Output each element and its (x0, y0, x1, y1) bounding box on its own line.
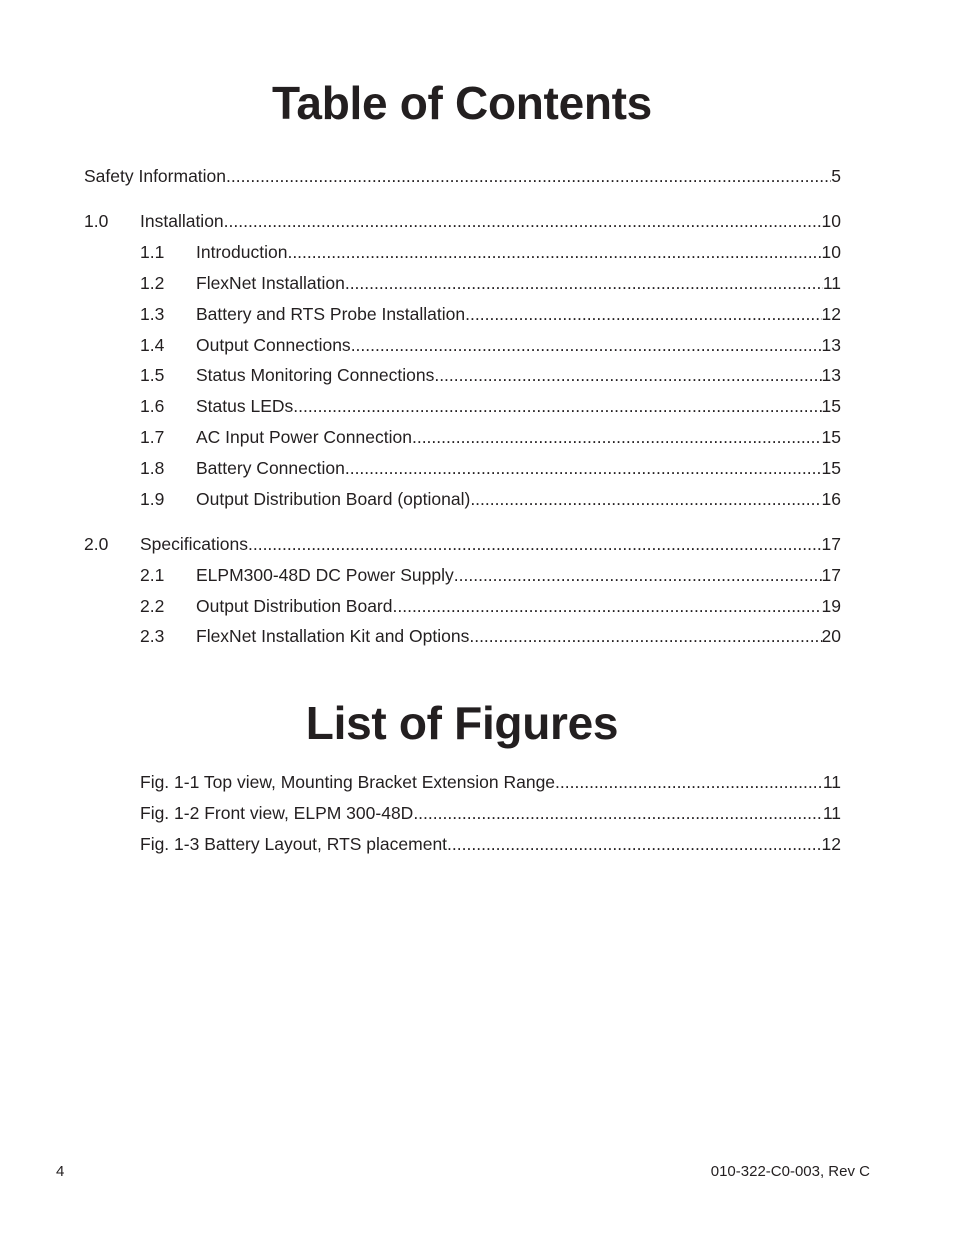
toc-entry-title: Battery Connection (196, 458, 345, 478)
toc-entry-subsection[interactable] (84, 426, 841, 448)
toc-section-number: 1.6 (140, 396, 165, 416)
dot-leader (226, 165, 831, 187)
toc-entry-page: 5 (831, 166, 841, 186)
toc-entry-title: ELPM300-48D DC Power Supply (196, 565, 454, 585)
toc-section-number: 1.0 (84, 211, 109, 231)
toc-entry-subsection[interactable] (84, 364, 841, 386)
figure-entry-title: Fig. 1-2 Front view, ELPM 300-48D (140, 803, 414, 823)
toc-entry-title: Status LEDs (196, 396, 294, 416)
toc-entry-page: 17 (821, 534, 841, 554)
toc-entry-title: Specifications (140, 534, 248, 554)
toc-entry-page: 13 (821, 365, 841, 385)
dot-leader (413, 802, 823, 824)
toc-entry-title: Installation (140, 211, 224, 231)
toc-section-number: 2.1 (140, 565, 165, 585)
toc-entry-page: 15 (821, 396, 841, 416)
dot-leader (470, 488, 821, 510)
figure-entry[interactable] (84, 771, 841, 793)
toc-entry-subsection[interactable] (84, 241, 841, 263)
toc-section-number: 1.1 (140, 242, 165, 262)
toc-entry-page: 11 (822, 273, 841, 293)
toc-section-number: 1.4 (140, 335, 165, 355)
toc-entry-page: 15 (821, 458, 841, 478)
toc-entry-page: 19 (821, 596, 841, 616)
toc-section-number: 1.7 (140, 427, 165, 447)
toc-entry-subsection[interactable] (84, 395, 841, 417)
toc-entry-subsection[interactable] (84, 564, 841, 586)
toc-entry-title: Output Distribution Board (196, 596, 393, 616)
dot-leader (465, 303, 821, 325)
dot-leader (293, 395, 821, 417)
toc-entry-subsection[interactable] (84, 595, 841, 617)
toc-entry-subsection[interactable] (84, 334, 841, 356)
dot-leader (393, 595, 822, 617)
toc-entry-page: 13 (821, 335, 841, 355)
dot-leader (434, 364, 821, 386)
toc-section-number: 1.8 (140, 458, 165, 478)
toc-entry-title: Battery and RTS Probe Installation (196, 304, 466, 324)
toc-section-number: 2.0 (84, 534, 109, 554)
dot-leader (351, 334, 822, 356)
toc-entry-title: Output Connections (196, 335, 351, 355)
figure-entry-title: Fig. 1-3 Battery Layout, RTS placement (140, 834, 448, 854)
toc-entry-title: Output Distribution Board (optional) (196, 489, 471, 509)
dot-leader (345, 457, 822, 479)
toc-entry-subsection[interactable] (84, 457, 841, 479)
dot-leader (345, 272, 823, 294)
toc-section-number: 2.2 (140, 596, 165, 616)
figure-entry[interactable] (84, 833, 841, 855)
figure-entry-page: 12 (821, 834, 841, 854)
toc-entry-title: Introduction (196, 242, 288, 262)
toc-entry-page: 20 (821, 626, 841, 646)
dot-leader (224, 210, 822, 232)
dot-leader (447, 833, 821, 855)
toc-section-number: 1.3 (140, 304, 165, 324)
toc-section-number: 1.9 (140, 489, 165, 509)
toc-entry-page: 12 (821, 304, 841, 324)
toc-entry-page: 15 (821, 427, 841, 447)
figure-entry-title: Fig. 1-1 Top view, Mounting Bracket Extension Range (140, 772, 556, 792)
dot-leader (248, 533, 822, 555)
figure-entry-page: 11 (822, 772, 841, 792)
dot-leader (412, 426, 822, 448)
toc-entry-title: Status Monitoring Connections (196, 365, 435, 385)
toc-entry-safety[interactable] (84, 165, 841, 187)
toc-entry-subsection[interactable] (84, 303, 841, 325)
toc-section-number: 1.5 (140, 365, 165, 385)
toc-entry-page: 10 (821, 211, 841, 231)
dot-leader (555, 771, 823, 793)
dot-leader (469, 625, 821, 647)
toc-entry-title: FlexNet Installation (196, 273, 345, 293)
toc-entry-page: 16 (821, 489, 841, 509)
toc-entry-title: FlexNet Installation Kit and Options (196, 626, 470, 646)
toc-entry-subsection[interactable] (84, 625, 841, 647)
figure-entry-page: 11 (822, 803, 841, 823)
dot-leader (454, 564, 822, 586)
toc-entry-section[interactable] (84, 533, 841, 555)
dot-leader (287, 241, 821, 263)
toc-entry-subsection[interactable] (84, 488, 841, 510)
toc-section-number: 1.2 (140, 273, 165, 293)
toc-entry-title: Safety Information (84, 166, 227, 186)
toc-entry-subsection[interactable] (84, 272, 841, 294)
figure-entry[interactable] (84, 802, 841, 824)
lof-title: List of Figures (305, 697, 619, 749)
toc-entry-page: 17 (821, 565, 841, 585)
toc-entry-title: AC Input Power Connection (196, 427, 412, 447)
toc-entry-page: 10 (821, 242, 841, 262)
toc-entry-section[interactable] (84, 210, 841, 232)
footer-page-number: 4 (56, 1163, 65, 1180)
toc-title: Table of Contents (272, 77, 652, 129)
toc-section-number: 2.3 (140, 626, 165, 646)
footer-document-id: 010-322-C0-003, Rev C (710, 1163, 870, 1180)
